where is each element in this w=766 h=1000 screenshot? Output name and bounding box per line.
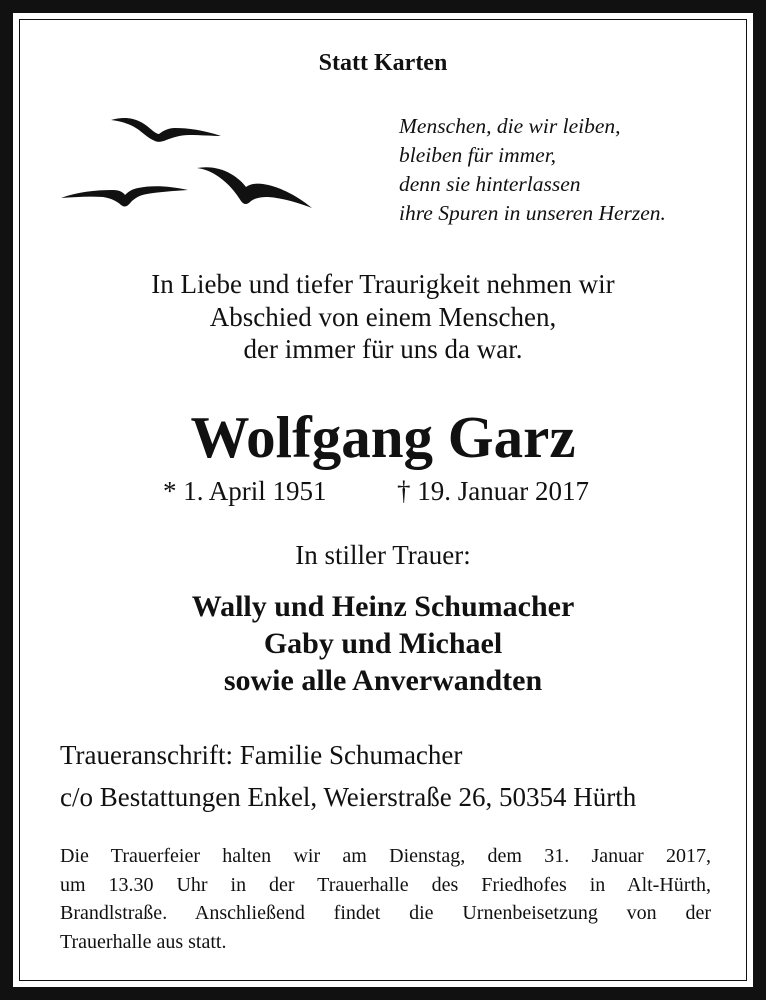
bird-left-icon xyxy=(61,186,188,206)
address-line: Traueranschrift: Familie Schumacher xyxy=(60,740,463,770)
birth-date: * 1. April 1951 xyxy=(163,476,327,506)
service-line: Die Trauerfeier halten wir am Dienstag, dem 31. Januar 2017, xyxy=(60,845,711,867)
bird-top-icon xyxy=(111,118,221,142)
deceased-name: Wolfgang Garz xyxy=(190,404,576,470)
mourners-list xyxy=(0,588,766,699)
intro-line: In Liebe und tiefer Traurigkeit nehmen wir xyxy=(151,269,615,299)
service-line: Brandlstraße. Anschließend findet die Urnenbeisetzung von der xyxy=(60,902,711,924)
service-line: um 13.30 Uhr in der Trauerhalle des Friedhofes in Alt-Hürth, xyxy=(60,873,711,896)
flying-birds-icon xyxy=(55,108,320,218)
mourner-line: Gaby und Michael xyxy=(263,627,503,660)
heading: Statt Karten xyxy=(318,50,448,76)
address-line: c/o Bestattungen Enkel, Weierstraße 26, 50354 Hürth xyxy=(60,782,637,812)
death-date: † 19. Januar 2017 xyxy=(397,476,589,506)
service-line: Trauerhalle aus statt. xyxy=(60,930,227,953)
poem-line: ihre Spuren in unseren Herzen. xyxy=(399,201,666,225)
mourning-label: In stiller Trauer: xyxy=(295,540,471,570)
poem-line: Menschen, die wir leiben, xyxy=(399,114,621,138)
intro-text xyxy=(0,268,766,366)
intro-line: Abschied von einem Menschen, xyxy=(209,301,557,332)
poem-line: bleiben für immer, xyxy=(399,143,557,167)
condolence-address xyxy=(60,734,720,818)
bird-right-icon xyxy=(197,167,312,208)
poem xyxy=(399,112,729,228)
mourner-line: Wally und Heinz Schumacher xyxy=(191,590,575,623)
intro-line: der immer für uns da war. xyxy=(243,334,523,364)
service-notice xyxy=(60,842,711,956)
mourner-line: sowie alle Anverwandten xyxy=(223,664,543,697)
poem-line: denn sie hinterlassen xyxy=(399,172,581,196)
